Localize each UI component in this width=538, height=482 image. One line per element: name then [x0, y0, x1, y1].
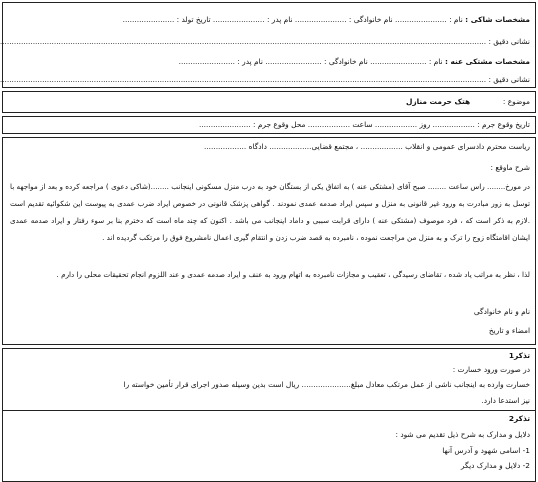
complainant-row	[123, 15, 530, 25]
signature-name: نام و نام خانوادگی	[473, 307, 530, 316]
paragraph-1: در مورخ........ راس ساعت ........ صبح آقای (مشتکی عنه ) به اتفاق یکی از بستگان خود به درب منزل مسکونی اینجانب ........(شاکی دعوی ) مراجعه کرده و بعد از مواجهه با توسل به زور مبادرت به ورود غیر قانونی به منزل و سپس ایراد صدمه عمدی نمودند . گواهی پزشک قانونی در خصوص ایراد ضرب عمدی به پیوست این شکوائیه تقدیم است .لازم به ذکر است که ، فرد موصوف (مشتکی عنه ) دارای قرابت سببی و داماد اینجانب می باشد . اکنون که چند ماه است که دخترم بنا بر سوء رفتار و ایراد صدمه عمدی ایشان اقامتگاه زوج را ترک و به منزل من مراجعت نموده ، نامبرده به قصد ضرب زدن و انتقام گیری اعمال نامشروع فوق را مرتکب گردیده اند .	[10, 182, 530, 242]
note-1-title: تذکر1	[508, 351, 530, 360]
note-2-title: تذکر2	[508, 414, 530, 423]
accused-address: نشانی دقیق : ...............................................................................................................................................................................................................	[0, 75, 530, 84]
court-address: ریاست محترم دادسرای عمومی و انقلاب .................. ، مجتمع قضایی.................. دادگاه ..................	[203, 142, 530, 151]
signature-date: امضاء و تاریخ	[488, 326, 530, 335]
accused-title: مشخصات مشتکی عنه :	[444, 57, 530, 66]
note-1-line-3: نیز استدعا دارد.	[481, 396, 530, 405]
note-2-item-1: 1- اسامی شهود و آدرس آنها	[442, 446, 530, 455]
paragraph-2: لذا ، نظر به مراتب یاد شده ، تقاضای رسیدگی ، تعقیب و مجازات نامبرده به اتهام ورود به عنف و ایراد صدمه عمدی و عند اللزوم انجام تحقیقات محلی را دارم .	[56, 270, 530, 279]
accused-row	[179, 57, 530, 67]
complainant-address: نشانی دقیق : ...............................................................................................................................................................................................................	[0, 37, 530, 46]
complainant-fields: نام : ...................... نام خانوادگی : ...................... نام پدر : ...................... تاریخ تولد : ......................	[122, 15, 463, 24]
note-2-line-1: دلایل و مدارک به شرح ذیل تقدیم می شود :	[395, 430, 530, 439]
note-1-line-2: خسارت وارده به اینجانب ناشی از عمل مرتکب معادل مبلغ..................... ریال است بدین وسیله صدور اجرای قرار تأمین خواسته را	[123, 380, 530, 389]
note-2-item-2: 2- دلایل و مدارک دیگر	[460, 461, 530, 470]
accused-fields: نام : ........................ نام خانوادگی : ........................ نام پدر : ........................	[178, 57, 443, 66]
subject-row	[406, 97, 530, 107]
notes-divider	[2, 410, 536, 411]
note-1-line-1: در صورت ورود خسارت :	[452, 365, 530, 374]
complainant-title: مشخصات شاکی :	[465, 15, 530, 24]
description-label: شرح ماوقع :	[490, 163, 530, 172]
subject-label: موضوع :	[502, 97, 530, 106]
incident-info: تاریخ وقوع جرم : .................. روز .................. ساعت .................. محل وقوع جرم : ......................	[198, 120, 530, 129]
subject-value: هتک حرمت منازل	[405, 97, 471, 106]
